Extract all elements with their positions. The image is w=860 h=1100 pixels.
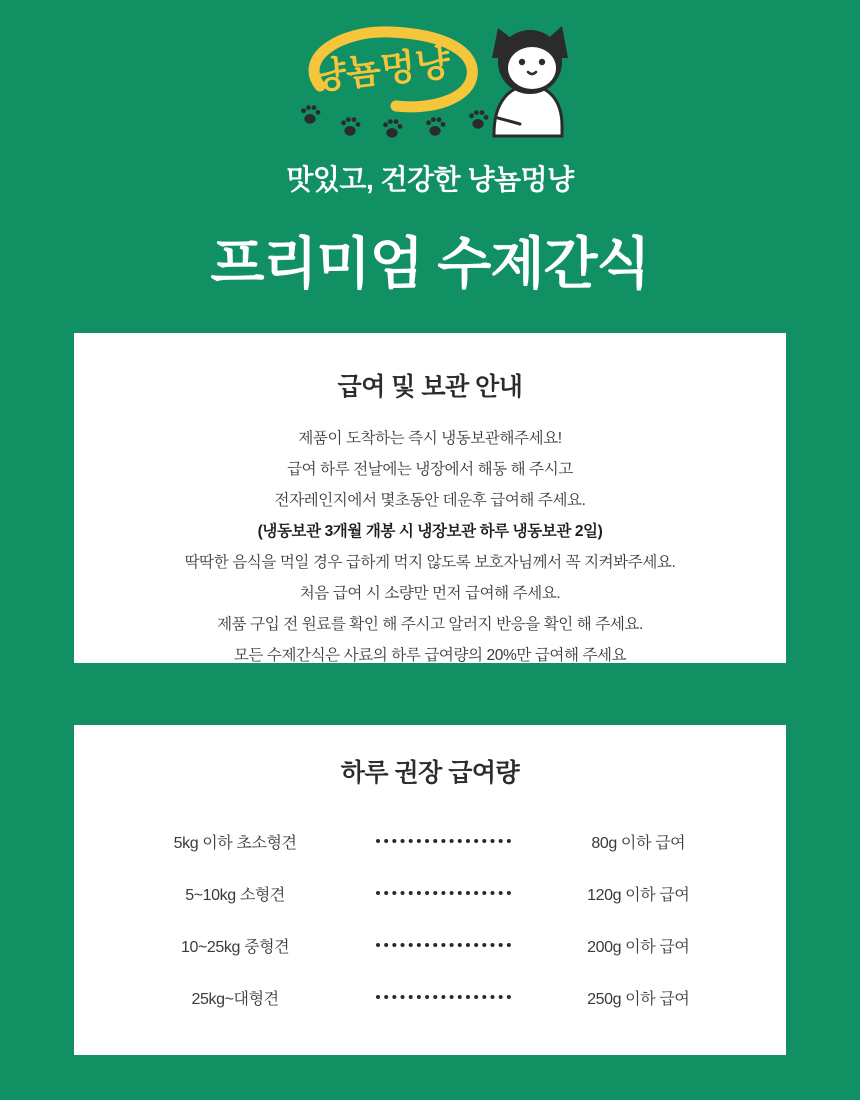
info-line: 모든 수제간식은 사료의 하루 급여량의 20%만 급여해 주세요	[233, 647, 627, 664]
logo-area	[0, 0, 860, 150]
storage-info-lines	[94, 423, 766, 671]
info-line: 전자레인지에서 몇초동안 데운후 급여해 주세요.	[274, 492, 586, 509]
info-line: 제품 구입 전 원료를 확인 해 주시고 알러지 반응을 확인 해 주세요.	[217, 616, 643, 633]
feed-amount-label: 200g 이하 급여	[587, 938, 690, 956]
info-line-highlight: (냉동보관 3개월 개봉 시 냉장보관 하루 냉동보관 2일)	[257, 523, 603, 540]
info-line: 딱딱한 음식을 먹일 경우 급하게 먹지 않도록 보호자님께서 꼭 지켜봐주세요.	[184, 554, 676, 571]
storage-info-card	[74, 333, 786, 663]
storage-info-title: 급여 및 보관 안내	[337, 373, 523, 401]
brand-logo	[280, 14, 580, 146]
feed-amount-label: 250g 이하 급여	[587, 990, 690, 1008]
feed-amount-label: 120g 이하 급여	[587, 886, 690, 904]
dotted-connector-icon	[376, 943, 510, 947]
feed-amount-label: 80g 이하 급여	[591, 834, 686, 852]
info-line: 급여 하루 전날에는 냉장에서 해동 해 주시고	[287, 461, 573, 478]
info-line: 제품이 도착하는 즉시 냉동보관해주세요!	[298, 430, 562, 447]
dotted-connector-icon	[376, 839, 510, 843]
dotted-connector-icon	[376, 891, 510, 895]
feed-weight-label: 25kg~대형견	[191, 990, 279, 1008]
feeding-amount-title: 하루 권장 급여량	[340, 759, 520, 787]
dotted-connector-icon	[376, 995, 510, 999]
table-row	[94, 815, 766, 867]
cat-mascot-icon	[492, 26, 568, 136]
feed-weight-label: 5kg 이하 초소형견	[173, 834, 297, 852]
feeding-amount-table	[94, 815, 766, 1023]
page-title: 프리미엄 수제간식	[210, 232, 650, 295]
feeding-amount-card	[74, 725, 786, 1055]
svg-text:냥뇸멍냥: 냥뇸멍냥	[309, 41, 453, 98]
table-row	[94, 867, 766, 919]
info-line: 처음 급여 시 소량만 먼저 급여해 주세요.	[299, 585, 561, 602]
table-row	[94, 919, 766, 971]
feed-weight-label: 10~25kg 중형견	[180, 938, 290, 956]
page-subtitle: 맛있고, 건강한 냥뇸멍냥	[286, 164, 574, 195]
feed-weight-label: 5~10kg 소형견	[185, 886, 285, 904]
table-row	[94, 971, 766, 1023]
